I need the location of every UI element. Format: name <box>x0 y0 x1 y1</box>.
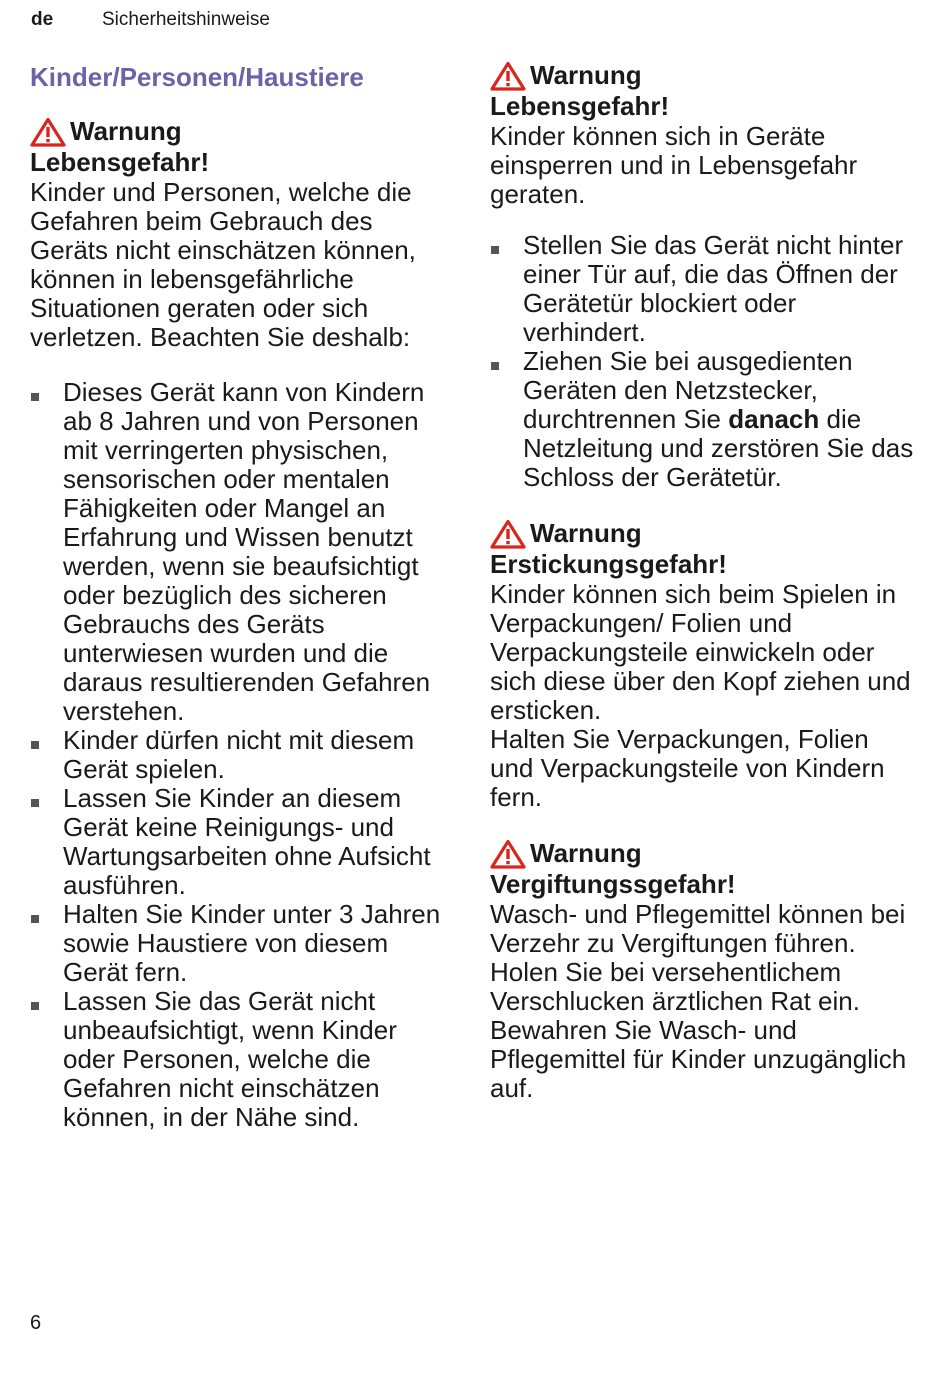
list-item <box>30 987 450 1132</box>
section-name: Sicherheitshinweise <box>102 9 270 30</box>
warning-text: Kinder können sich in Geräte einsperren und in Lebensgefahr geraten. <box>490 121 858 209</box>
language-code: de <box>31 9 54 30</box>
list-item-text: Dieses Gerät kann von Kindern ab 8 Jahren und von Personen mit verringerten physischen, sensorischen oder mentalen Fähigkeiten oder Mangel an Erfahrung und Wissen benutzt werden, wenn sie beaufsichtigt oder bezüglich des sicheren Gebrauchs des Geräts unterwiesen wurden und die daraus resultierenden Gefahren verstehen. <box>63 377 431 726</box>
warning-title: Lebensgefahr! <box>30 147 210 177</box>
warning-triangle-icon <box>490 61 526 91</box>
page-header <box>31 8 270 32</box>
page-number: 6 <box>30 1312 42 1334</box>
warning-title: Lebensgefahr! <box>490 91 670 121</box>
bullet-square-icon <box>31 915 39 923</box>
warning-triangle-icon <box>490 519 526 549</box>
text-segment: Ziehen Sie bei ausgedienten Geräten den Netzstecker, durchtrennen Sie <box>523 346 853 434</box>
warning-label: Warnung <box>530 60 642 90</box>
warning-title: Erstickungsgefahr! <box>490 549 727 579</box>
list-item-text: Lassen Sie das Gerät nicht unbeaufsichtigt, wenn Kinder oder Personen, welche die Gefahren nicht einschätzen können, in der Nähe sind. <box>63 986 397 1132</box>
list-item-text <box>523 346 913 492</box>
warning-text: Wasch- und Pflegemittel können bei Verzehr zu Vergiftungen führen. <box>490 899 906 958</box>
warning-block <box>490 518 915 812</box>
warning-triangle-icon <box>30 117 66 147</box>
list-item-text: Stellen Sie das Gerät nicht hinter einer Tür auf, die das Öffnen der Gerätetür blockiert oder verhindert. <box>523 230 904 347</box>
bullet-square-icon <box>491 246 499 254</box>
list-item <box>30 378 450 726</box>
warning-triangle-icon <box>490 839 526 869</box>
list-item <box>30 726 450 784</box>
section-title: Kinder/Personen/Haustiere <box>30 62 364 92</box>
list-item-text: Lassen Sie Kinder an diesem Gerät keine Reinigungs- und Wartungsarbeiten ohne Aufsicht ausführen. <box>63 783 431 900</box>
warning-block <box>490 838 915 1103</box>
list-item <box>490 231 915 347</box>
warning-heading <box>490 60 915 91</box>
list-item <box>30 784 450 900</box>
list-item <box>30 900 450 987</box>
left-column <box>30 60 450 1132</box>
right-column <box>490 60 915 1103</box>
warning-label: Warnung <box>530 838 642 868</box>
list-item <box>490 347 915 492</box>
warning-title: Vergiftungssgefahr! <box>490 869 736 899</box>
warning-heading <box>30 116 450 147</box>
warning-heading <box>490 838 915 869</box>
text-segment: die Netzleitung und zerstören Sie das Schloss der Gerätetür. <box>523 404 914 492</box>
warning-text: Holen Sie bei versehentlichem Verschlucken ärztlichen Rat ein. Bewahren Sie Wasch- und Pflegemittel für Kinder unzugänglich auf. <box>490 957 907 1103</box>
warning-text: Kinder können sich beim Spielen in Verpackungen/ Folien und Verpackungsteile einwickeln oder sich diese über den Kopf ziehen und ersticken. <box>490 579 911 725</box>
bullet-square-icon <box>491 362 499 370</box>
bullet-square-icon <box>31 799 39 807</box>
bullet-list <box>490 231 915 492</box>
emphasis-text: danach <box>728 404 820 434</box>
intro-text: Kinder und Personen, welche die Gefahren beim Gebrauch des Geräts nicht einschätzen können, können in lebensgefährliche Situationen geraten oder sich verletzen. Beachten Sie deshalb: <box>30 177 416 352</box>
bullet-square-icon <box>31 1002 39 1010</box>
bullet-square-icon <box>31 393 39 401</box>
warning-label: Warnung <box>530 518 642 548</box>
bullet-square-icon <box>31 741 39 749</box>
bullet-list <box>30 378 450 1132</box>
list-item-text: Kinder dürfen nicht mit diesem Gerät spielen. <box>63 725 415 784</box>
warning-text: Halten Sie Verpackungen, Folien und Verpackungsteile von Kindern fern. <box>490 724 885 812</box>
list-item-text: Halten Sie Kinder unter 3 Jahren sowie Haustiere von diesem Gerät fern. <box>63 899 441 987</box>
warning-label: Warnung <box>70 116 182 146</box>
warning-heading <box>490 518 915 549</box>
